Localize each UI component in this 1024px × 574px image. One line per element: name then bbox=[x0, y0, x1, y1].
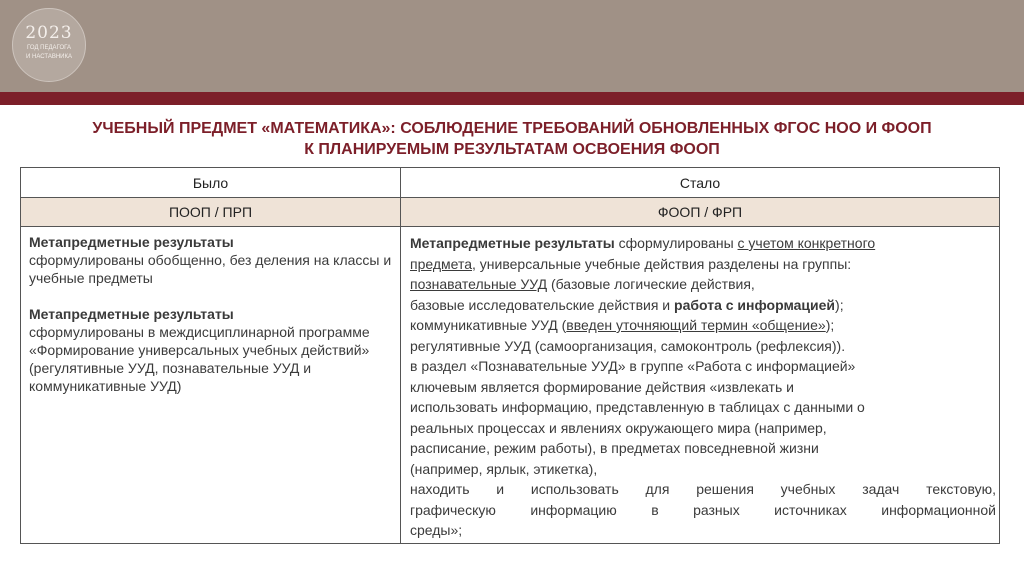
after-line-2 bbox=[410, 254, 996, 275]
after-line-4 bbox=[410, 295, 996, 316]
after-l2-text: , универсальные учебные действия разделены на группы: bbox=[472, 255, 852, 272]
subheader-before: ПООП / ПРП bbox=[21, 198, 401, 227]
cell-after bbox=[401, 227, 1000, 544]
after-line-6: регулятивные УУД (самоорганизация, самоконтроль (рефлексия)). bbox=[410, 337, 846, 354]
after-line-8: ключевым является формирование действия «извлекать и bbox=[410, 378, 794, 395]
slide-title-line1: УЧЕБНЫЙ ПРЕДМЕТ «МАТЕМАТИКА»: СОБЛЮДЕНИЕ ТРЕБОВАНИЙ ОБНОВЛЕННЫХ ФГОС НОО И ФООП bbox=[92, 120, 932, 137]
after-l4-text: базовые исследовательские действия и bbox=[410, 296, 675, 313]
after-line-14: графическую информацию в разных источниках информационной bbox=[410, 501, 996, 518]
header-stripe bbox=[0, 92, 1024, 105]
after-l4-end: ); bbox=[835, 296, 844, 313]
after-line-15: среды»; bbox=[410, 522, 463, 538]
before-p1-text: сформулированы обобщенно, без деления на классы и учебные предметы bbox=[29, 252, 392, 286]
column-header-before: Было bbox=[21, 168, 401, 198]
comparison-table bbox=[20, 167, 1000, 544]
after-l5-text: коммуникативные УУД ( bbox=[410, 317, 567, 333]
year-of-teacher-logo bbox=[12, 8, 86, 82]
after-line-11: расписание, режим работы), в предметах повседневной жизни bbox=[410, 440, 819, 456]
logo-text-line1: ГОД ПЕДАГОГА bbox=[27, 45, 71, 51]
after-l3-underlined: познавательные УУД bbox=[410, 276, 548, 292]
before-paragraph-1 bbox=[29, 233, 392, 287]
after-line-7: в раздел «Познавательные УУД» в группе «Работа с информацией» bbox=[410, 358, 856, 374]
after-l1-text: сформулированы bbox=[614, 235, 738, 251]
subheader-after: ФООП / ФРП bbox=[401, 198, 1000, 227]
after-line-5 bbox=[410, 315, 996, 336]
before-p2-bold: Метапредметные результаты bbox=[29, 306, 234, 322]
after-line-10: реальных процессах и явлениях окружающего мира (например, bbox=[410, 419, 827, 436]
after-line-9: использовать информацию, представленную в таблицах с данными о bbox=[410, 399, 865, 415]
column-header-after: Стало bbox=[401, 168, 1000, 198]
after-l5-underlined: введен уточняющий термин «общение» bbox=[566, 317, 826, 333]
cell-before bbox=[21, 227, 401, 544]
after-l2-underlined: предмета bbox=[410, 255, 473, 272]
after-l1-underlined: с учетом конкретного bbox=[737, 235, 876, 251]
after-line-3 bbox=[410, 274, 996, 295]
before-paragraph-2 bbox=[29, 305, 392, 395]
logo-year: 2023 bbox=[25, 23, 73, 43]
after-l4-bold: работа с информацией bbox=[674, 296, 836, 313]
before-p1-bold: Метапредметные результаты bbox=[29, 234, 234, 250]
after-line-13: находить и использовать для решения учебных задач текстовую, bbox=[410, 481, 996, 497]
after-line-12: (например, ярлык, этикетка), bbox=[410, 460, 598, 477]
slide-title bbox=[0, 118, 1024, 160]
before-p2-text: сформулированы в междисциплинарной программе «Формирование универсальных учебных действий» (регулятивные УУД, познавательные УУД и коммуникативные УУД) bbox=[29, 324, 370, 394]
header-banner bbox=[0, 0, 1024, 92]
slide-title-line2: К ПЛАНИРУЕМЫМ РЕЗУЛЬТАТАМ ОСВОЕНИЯ ФООП bbox=[304, 141, 720, 158]
after-l5-end: ); bbox=[825, 317, 835, 333]
after-l3-text: (базовые логические действия, bbox=[547, 276, 755, 292]
logo-text-line2: И НАСТАВНИКА bbox=[26, 54, 72, 60]
after-line-1 bbox=[410, 233, 996, 254]
after-l1-bold: Метапредметные результаты bbox=[410, 235, 615, 251]
